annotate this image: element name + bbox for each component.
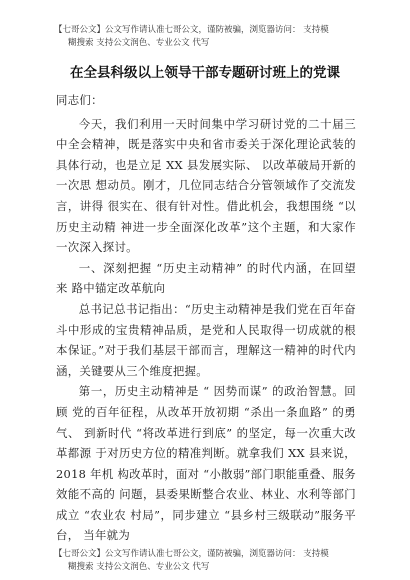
section-heading-1: 一、深刻把握 “历史主动精神” 的时代内涵，在回望来 路中锚定改革航向 bbox=[56, 260, 356, 296]
salutation: 同志们： bbox=[56, 93, 103, 107]
document-body bbox=[56, 90, 356, 546]
paragraph-quote: 总书记总书记指出：“历史主动精神是我们党在百年奋斗中形成的宝贵精神品质，是党和人民取得一切成就的根本保证。”对于我们基层干部而言，理解这一精神的时代内涵，关键要从三个维度把握。 bbox=[56, 301, 356, 378]
document-title: 在全县科级以上领导干部专题研讨班上的党课 bbox=[70, 65, 340, 81]
footer-line-2: 糊搜索 支持公文润色、专业公文 代写 bbox=[68, 562, 210, 572]
paragraph-intro: 今天，我们利用一天时间集中学习研讨党的二十届三中全会精神，既是落实中央和省市委关于深化理论武装的具体行动，也是立足 XX 县发展实际、 以改革破局开新的一次思 想动员。刚才，几位同志结合分管领域作了交流发言，讲得 很实在、很有针对性。借此机会，我想围绕 “以历史主动精 神进一步全面深化改革”这个主题，和大家作一次深入探讨。 bbox=[56, 116, 356, 255]
paragraph-first-point: 第一，历史主动精神是 “ 因势而谋” 的政治智慧。回顾 党的百年征程，从改革开放初期 “杀出一条血路” 的勇气、 到新时代 “将改革进行到底” 的坚定，每一次重大改革都源 于对历史方位的精准判断。就拿我们 XX 县来说，2018 年机 构改革时，面对 “小散弱”部门职能重叠、服务效能不高的 问题，县委果断整合农业、林业、水利等部门成立 “农业农 村局”，同步建立 “县乡村三级联动”服务平台， 当年就为 bbox=[56, 384, 356, 543]
banner-line-2: 糊搜索 支持公文润色、专业公文 代写 bbox=[68, 38, 210, 48]
footer-line-1: 【七哥公文】公文写作请认准七哥公文，谨防被骗，浏览器访问： 支持模 bbox=[54, 549, 329, 559]
header-banner bbox=[54, 24, 364, 50]
banner-line-1: 【七哥公文】公文写作请认准七哥公文，谨防被骗，浏览器访问： 支持模 bbox=[54, 25, 329, 35]
footer-banner bbox=[54, 548, 364, 574]
